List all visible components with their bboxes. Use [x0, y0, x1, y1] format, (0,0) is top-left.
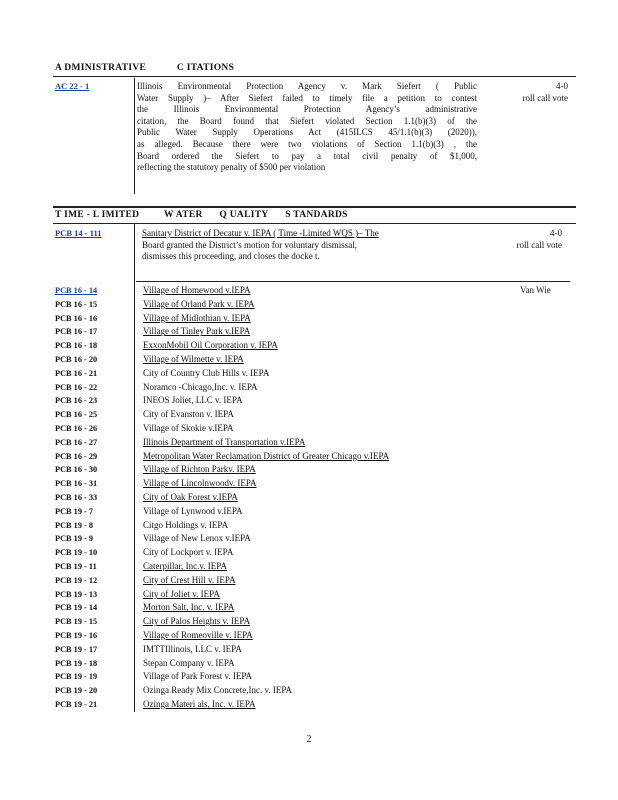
case-number: PCB 16 - 22: [55, 382, 98, 392]
case-number: PCB 19 - 9: [55, 534, 94, 544]
tlwqs-vote: [490, 228, 562, 251]
case-row: [55, 684, 389, 698]
tlwqs-top-rule: [53, 206, 576, 208]
case-row: [55, 532, 389, 546]
case-row: [55, 505, 389, 519]
case-name: City of Palos Heights v. IEPA: [143, 616, 251, 627]
case-row: [55, 463, 389, 477]
case-row: [55, 491, 389, 505]
admin-line: Board ordered the Siefert to pay a total civil penalty of $1,000,: [137, 150, 477, 161]
case-row: [55, 657, 389, 671]
tlwqs-heading-word-2: W ATER: [164, 210, 203, 220]
case-row: [55, 643, 389, 657]
case-name: Ozinga Materi als, Inc. v. IEPA: [143, 698, 256, 709]
case-name: Caterpillar, Inc.v. IEPA: [143, 560, 227, 571]
admin-vote-label: roll call vote: [522, 92, 568, 103]
case-name: City of Country Club Hills v. IEPA: [143, 367, 270, 378]
case-number: PCB 19 - 13: [55, 589, 98, 599]
case-number: PCB 19 - 7: [55, 506, 94, 516]
case-number: PCB 16 - 18: [55, 341, 98, 351]
case-row: [55, 367, 389, 381]
case-number: PCB 16 - 29: [55, 451, 98, 461]
case-number: PCB 16 - 23: [55, 396, 98, 406]
admin-column-divider: [134, 78, 135, 194]
tlwqs-vote-count: 4-0: [550, 228, 562, 238]
case-number: PCB 19 - 20: [55, 686, 98, 696]
case-name: City of Lockport v. IEPA: [143, 547, 234, 558]
tlwqs-heading-word-1: T IME - L IMITED: [55, 210, 140, 220]
case-name: Village of New Lenox v.IEPA: [143, 533, 251, 544]
case-row: [55, 436, 389, 450]
tlwqs-line: dismisses this proceeding, and closes the docke t.: [142, 251, 320, 262]
case-name: INEOS Joliet, LLC v. IEPA: [143, 395, 243, 406]
admin-heading-rule: [53, 76, 576, 77]
tlwqs-case-link[interactable]: PCB 14 - 111: [55, 228, 102, 238]
case-row: [55, 422, 389, 436]
case-row: [55, 670, 389, 684]
case-name: Village of Tinley Park v.IEPA: [143, 326, 251, 337]
case-number: PCB 19 - 8: [55, 520, 94, 530]
case-name: Village of Orland Park v. IEPA: [143, 298, 255, 309]
case-row: [55, 381, 389, 395]
case-name: Village of Richton Parkv. IEPA: [143, 464, 256, 475]
vote-note: Van Wie: [520, 285, 551, 295]
case-number: PCB 19 - 10: [55, 548, 98, 558]
case-name: Village of Lynwood v.IEPA: [143, 505, 243, 516]
case-number: PCB 16 - 17: [55, 327, 98, 337]
tlwqs-vote-label: roll call vote: [516, 239, 562, 250]
case-name: City of Joliet v. IEPA: [143, 588, 220, 599]
case-number[interactable]: PCB 16 - 14: [55, 286, 98, 295]
case-number: PCB 16 - 33: [55, 492, 98, 502]
case-number: PCB 19 - 14: [55, 603, 98, 613]
admin-line: citation, the Board found that Siefert violated Section 1.1(b)(3) of the: [137, 115, 477, 126]
case-number: PCB 19 - 17: [55, 644, 98, 654]
case-number: PCB 16 - 16: [55, 313, 98, 323]
case-name: Village of Park Forest v. IEPA: [143, 671, 253, 682]
tlwqs-case-summary: [142, 228, 452, 263]
case-row: [55, 450, 389, 464]
admin-line: Public Water Supply Operations Act (415ILCS 45/1.1(b)(3) (2020)),: [137, 127, 477, 138]
case-number: PCB 19 - 19: [55, 672, 98, 682]
admin-section-heading: [55, 63, 262, 73]
case-number: PCB 19 - 12: [55, 575, 98, 585]
case-row: [55, 353, 389, 367]
case-row: [55, 284, 389, 298]
case-number: PCB 19 - 16: [55, 630, 98, 640]
case-name: Citgo Holdings v. IEPA: [143, 519, 229, 530]
tlwqs-line: Sanitary District of Decatur v. IEPA ( Time -Limited WQS )– The: [142, 228, 379, 238]
case-row: [55, 629, 389, 643]
admin-heading-word-2: C ITATIONS: [176, 63, 235, 73]
admin-line: as alleged. Because there were two violations of Section 1.1(b)(3) , the: [137, 138, 477, 149]
case-name: Village of Wilmette v. IEPA: [143, 353, 244, 364]
case-number: PCB 19 - 18: [55, 658, 98, 668]
admin-line: the Illinois Environmental Protection Agency’s administrative: [137, 104, 477, 115]
cases-top-rule: [136, 281, 570, 282]
case-list: [55, 284, 389, 712]
case-number: PCB 16 - 20: [55, 354, 98, 364]
case-name: City of Crest Hill v. IEPA: [143, 574, 236, 585]
case-number: PCB 16 - 30: [55, 465, 98, 475]
case-number: PCB 16 - 21: [55, 368, 98, 378]
case-row: [55, 560, 389, 574]
tlwqs-section-heading: [55, 210, 376, 220]
case-name: Village of Midlothian v. IEPA: [143, 312, 251, 323]
case-name: Village of Romeoville v. IEPA: [143, 629, 253, 640]
case-row: [55, 339, 389, 353]
case-number: PCB 16 - 15: [55, 299, 98, 309]
admin-vote-count: 4-0: [556, 81, 568, 91]
page-number: 2: [306, 734, 312, 745]
case-row: [55, 519, 389, 533]
case-name: Village of Lincolnwoodv. IEPA: [143, 478, 257, 489]
case-number: PCB 16 - 31: [55, 479, 98, 489]
case-name: IMTTIllinois, LLC v. IEPA: [143, 643, 242, 654]
tlwqs-heading-word-4: S TANDARDS: [285, 210, 348, 220]
case-name: Village of Homewood v.IEPA: [143, 285, 251, 295]
admin-vote: [490, 81, 568, 104]
case-row: [55, 574, 389, 588]
case-number: PCB 19 - 21: [55, 699, 98, 709]
case-name: City of Evanston v. IEPA: [143, 409, 234, 420]
admin-case-link[interactable]: AC 22 - 1: [55, 81, 90, 91]
case-name: Illinois Department of Transportation v.IEPA: [143, 436, 306, 447]
case-row: [55, 601, 389, 615]
case-name: Metropolitan Water Reclamation District of Greater Chicago v.IEPA: [143, 450, 390, 461]
case-name: Morton Salt, Inc. v. IEPA: [143, 602, 235, 613]
case-number: PCB 16 - 27: [55, 437, 98, 447]
tlwqs-heading-word-3: Q UALITY: [219, 210, 269, 220]
case-name: City of Oak Forest v.IEPA: [143, 491, 238, 502]
case-name: Ozinga Ready Mix Concrete,Inc. v. IEPA: [143, 685, 293, 696]
case-name: Village of Skokie v.IEPA: [143, 422, 234, 433]
admin-heading-word-1: A DMINISTRATIVE: [55, 63, 147, 73]
case-row: [55, 312, 389, 326]
admin-line: Illinois Environmental Protection Agency v. Mark Siefert ( Public: [137, 81, 477, 91]
case-name: ExxonMobil Oil Corporation v. IEPA: [143, 340, 278, 351]
case-row: [55, 325, 389, 339]
case-name: Noramco -Chicago,Inc. v. IEPA: [143, 381, 258, 392]
admin-line: Water Supply )– After Siefert failed to timely file a petition to contest: [137, 92, 477, 103]
case-number: PCB 19 - 11: [55, 561, 97, 571]
case-row: [55, 408, 389, 422]
case-name: Stepan Company v. IEPA: [143, 657, 235, 668]
case-row: [55, 546, 389, 560]
case-row: [55, 477, 389, 491]
case-row: [55, 615, 389, 629]
admin-case-summary: [137, 81, 477, 174]
admin-line: reflecting the statutory penalty of $500 per violation: [137, 162, 326, 173]
case-number: PCB 19 - 15: [55, 617, 98, 627]
tlwqs-heading-rule: [53, 223, 576, 224]
case-row: [55, 588, 389, 602]
case-row: [55, 298, 389, 312]
case-number: PCB 16 - 26: [55, 423, 98, 433]
tlwqs-line: Board granted the District’s motion for voluntary dismissal,: [142, 239, 357, 250]
case-row: [55, 698, 389, 712]
case-number: PCB 16 - 25: [55, 410, 98, 420]
case-row: [55, 394, 389, 408]
